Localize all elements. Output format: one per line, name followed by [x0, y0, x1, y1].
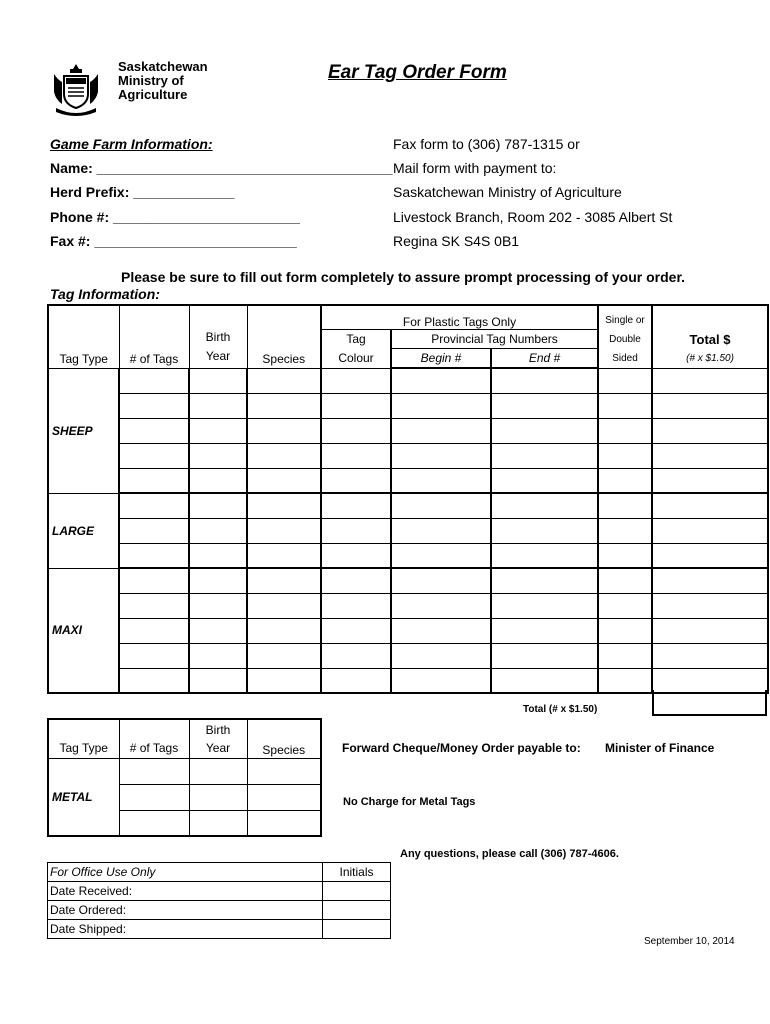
table-cell[interactable]: [323, 882, 391, 901]
header-plastic-only: For Plastic Tags Only: [321, 305, 598, 329]
table-cell[interactable]: [119, 393, 189, 418]
table-cell[interactable]: [652, 443, 768, 468]
payee: Minister of Finance: [605, 741, 715, 755]
table-cell[interactable]: [189, 468, 247, 493]
table-cell[interactable]: [491, 643, 598, 668]
table-cell[interactable]: [247, 668, 321, 693]
header-total: Total $ (# x $1.50): [652, 305, 768, 368]
table-cell[interactable]: [119, 443, 189, 468]
metal-header-num-tags: # of Tags: [119, 719, 189, 758]
table-cell[interactable]: [652, 368, 768, 393]
table-cell[interactable]: [119, 493, 189, 518]
table-cell[interactable]: [323, 920, 391, 939]
table-cell[interactable]: [598, 418, 652, 443]
no-charge-note: No Charge for Metal Tags: [343, 796, 476, 808]
table-cell[interactable]: [391, 668, 491, 693]
table-cell[interactable]: [247, 493, 321, 518]
table-cell[interactable]: [491, 393, 598, 418]
metal-header-species: Species: [247, 719, 321, 758]
table-cell[interactable]: [189, 784, 247, 810]
table-cell[interactable]: [491, 593, 598, 618]
game-farm-heading: Game Farm Information:: [50, 136, 213, 152]
table-cell[interactable]: [119, 418, 189, 443]
table-cell[interactable]: [391, 418, 491, 443]
mail-org: Saskatchewan Ministry of Agriculture: [393, 184, 622, 200]
table-cell[interactable]: [598, 368, 652, 393]
type-maxi: MAXI: [48, 568, 119, 693]
header-tag-type: Tag Type: [48, 305, 119, 368]
metal-table: [47, 718, 322, 837]
table-cell[interactable]: [391, 443, 491, 468]
phone-field[interactable]: Phone #: ________________________: [50, 209, 300, 225]
table-cell[interactable]: [119, 618, 189, 643]
date-shipped: Date Shipped:: [48, 920, 323, 939]
cell[interactable]: [119, 368, 189, 393]
table-cell[interactable]: [491, 668, 598, 693]
table-cell[interactable]: [321, 518, 391, 543]
table-cell[interactable]: [247, 758, 321, 784]
table-cell[interactable]: [247, 593, 321, 618]
table-cell[interactable]: [598, 468, 652, 493]
type-large: LARGE: [48, 493, 119, 568]
table-cell[interactable]: [321, 618, 391, 643]
table-cell[interactable]: [247, 368, 321, 393]
table-cell[interactable]: [189, 543, 247, 568]
header-end: End #: [491, 349, 598, 369]
table-cell[interactable]: [119, 784, 189, 810]
table-cell[interactable]: [119, 643, 189, 668]
type-metal: METAL: [48, 758, 119, 836]
table-cell[interactable]: [119, 668, 189, 693]
table-cell[interactable]: [321, 668, 391, 693]
table-cell[interactable]: [247, 468, 321, 493]
table-cell[interactable]: [652, 618, 768, 643]
table-cell[interactable]: [321, 568, 391, 593]
table-cell[interactable]: [189, 643, 247, 668]
table-cell[interactable]: [247, 393, 321, 418]
table-cell[interactable]: [491, 368, 598, 393]
table-cell[interactable]: [598, 393, 652, 418]
table-cell[interactable]: [491, 493, 598, 518]
table-cell[interactable]: [189, 493, 247, 518]
table-cell[interactable]: [598, 593, 652, 618]
table-cell[interactable]: [598, 543, 652, 568]
tag-info-heading: Tag Information:: [50, 286, 160, 302]
table-cell[interactable]: [321, 418, 391, 443]
table-cell[interactable]: [391, 543, 491, 568]
table-cell[interactable]: [491, 418, 598, 443]
table-cell[interactable]: [247, 518, 321, 543]
table-cell[interactable]: [491, 468, 598, 493]
date-received: Date Received:: [48, 882, 323, 901]
header-num-tags: # of Tags: [119, 305, 189, 368]
table-cell[interactable]: [247, 784, 321, 810]
table-cell[interactable]: [491, 518, 598, 543]
table-cell[interactable]: [247, 443, 321, 468]
metal-header-birth-year: Birth Year: [189, 719, 247, 758]
table-cell[interactable]: [189, 593, 247, 618]
table-cell[interactable]: [189, 393, 247, 418]
table-cell[interactable]: [491, 443, 598, 468]
table-cell[interactable]: [321, 468, 391, 493]
table-cell[interactable]: [391, 618, 491, 643]
header-single-double: Single or Double Sided: [598, 305, 652, 368]
table-cell[interactable]: [391, 368, 491, 393]
table-cell[interactable]: [321, 393, 391, 418]
table-cell[interactable]: [598, 618, 652, 643]
table-cell[interactable]: [189, 568, 247, 593]
header-species: Species: [247, 305, 321, 368]
tag-table: [47, 304, 769, 694]
header-provincial: Provincial Tag Numbers: [391, 329, 598, 349]
table-cell[interactable]: [391, 468, 491, 493]
table-cell[interactable]: [189, 443, 247, 468]
table-cell[interactable]: [652, 468, 768, 493]
table-cell[interactable]: [652, 593, 768, 618]
table-cell[interactable]: [119, 518, 189, 543]
table-cell[interactable]: [391, 518, 491, 543]
mail-city: Regina SK S4S 0B1: [393, 233, 520, 249]
table-cell[interactable]: [189, 518, 247, 543]
office-use-table: [47, 862, 391, 939]
table-cell[interactable]: [247, 418, 321, 443]
table-cell[interactable]: [598, 443, 652, 468]
table-cell[interactable]: [321, 643, 391, 668]
table-cell[interactable]: [598, 668, 652, 693]
table-cell[interactable]: [652, 643, 768, 668]
mail-branch: Livestock Branch, Room 202 - 3085 Albert St: [393, 209, 673, 225]
grand-total-box[interactable]: [652, 690, 767, 716]
table-cell[interactable]: [119, 758, 189, 784]
table-cell[interactable]: [598, 568, 652, 593]
table-cell[interactable]: [321, 543, 391, 568]
ministry-name: Saskatchewan Ministry of Agriculture: [118, 59, 208, 102]
form-date: September 10, 2014: [644, 936, 735, 947]
table-cell[interactable]: [652, 568, 768, 593]
table-cell[interactable]: [391, 568, 491, 593]
table-cell[interactable]: [189, 668, 247, 693]
table-cell[interactable]: [247, 643, 321, 668]
table-cell[interactable]: [247, 568, 321, 593]
date-ordered: Date Ordered:: [48, 901, 323, 920]
table-cell[interactable]: [491, 568, 598, 593]
table-cell[interactable]: [391, 393, 491, 418]
page-title: Ear Tag Order Form: [328, 62, 507, 83]
metal-header-tag-type: Tag Type: [48, 719, 119, 758]
table-cell[interactable]: [189, 368, 247, 393]
header-begin: Begin #: [391, 349, 491, 369]
table-cell[interactable]: [119, 810, 189, 836]
table-cell[interactable]: [652, 393, 768, 418]
table-cell[interactable]: [189, 810, 247, 836]
table-cell[interactable]: [491, 618, 598, 643]
name-field[interactable]: Name: ______________________________________: [50, 160, 393, 176]
table-cell[interactable]: [321, 493, 391, 518]
table-cell[interactable]: [321, 443, 391, 468]
fax-instruction: Fax form to (306) 787-1315 or: [393, 136, 580, 152]
table-cell[interactable]: [189, 418, 247, 443]
table-cell[interactable]: [119, 593, 189, 618]
table-cell[interactable]: [247, 543, 321, 568]
table-cell[interactable]: [189, 758, 247, 784]
header-birth-year: Birth Year: [189, 305, 247, 368]
fax-field[interactable]: Fax #: __________________________: [50, 233, 297, 249]
table-cell[interactable]: [598, 643, 652, 668]
table-cell[interactable]: [189, 618, 247, 643]
table-cell[interactable]: [391, 593, 491, 618]
table-cell[interactable]: [391, 643, 491, 668]
table-cell[interactable]: [391, 493, 491, 518]
type-sheep: SHEEP: [48, 368, 119, 493]
table-cell[interactable]: [652, 518, 768, 543]
table-cell[interactable]: [119, 468, 189, 493]
office-heading: For Office Use Only: [48, 863, 323, 882]
ministry-crest: [50, 62, 102, 116]
herd-prefix-field[interactable]: Herd Prefix: _____________: [50, 184, 235, 200]
table-cell[interactable]: [247, 618, 321, 643]
table-cell[interactable]: [119, 543, 189, 568]
table-cell[interactable]: [652, 493, 768, 518]
header-tag-colour: Tag Colour: [321, 329, 391, 368]
table-cell[interactable]: [119, 568, 189, 593]
table-cell[interactable]: [491, 543, 598, 568]
table-cell[interactable]: [321, 368, 391, 393]
table-cell[interactable]: [598, 518, 652, 543]
table-cell[interactable]: [321, 593, 391, 618]
questions-note: Any questions, please call (306) 787-4606.: [400, 848, 619, 860]
office-initials-header: Initials: [323, 863, 391, 882]
grand-total-label: Total (# x $1.50): [523, 704, 598, 715]
mail-instruction: Mail form with payment to:: [393, 160, 557, 176]
table-cell[interactable]: [652, 418, 768, 443]
table-cell[interactable]: [323, 901, 391, 920]
table-cell[interactable]: [652, 543, 768, 568]
table-cell[interactable]: [247, 810, 321, 836]
table-cell[interactable]: [598, 493, 652, 518]
completion-notice: Please be sure to fill out form completely to assure prompt processing of your order.: [121, 269, 686, 285]
cheque-instruction: Forward Cheque/Money Order payable to:: [342, 741, 581, 755]
